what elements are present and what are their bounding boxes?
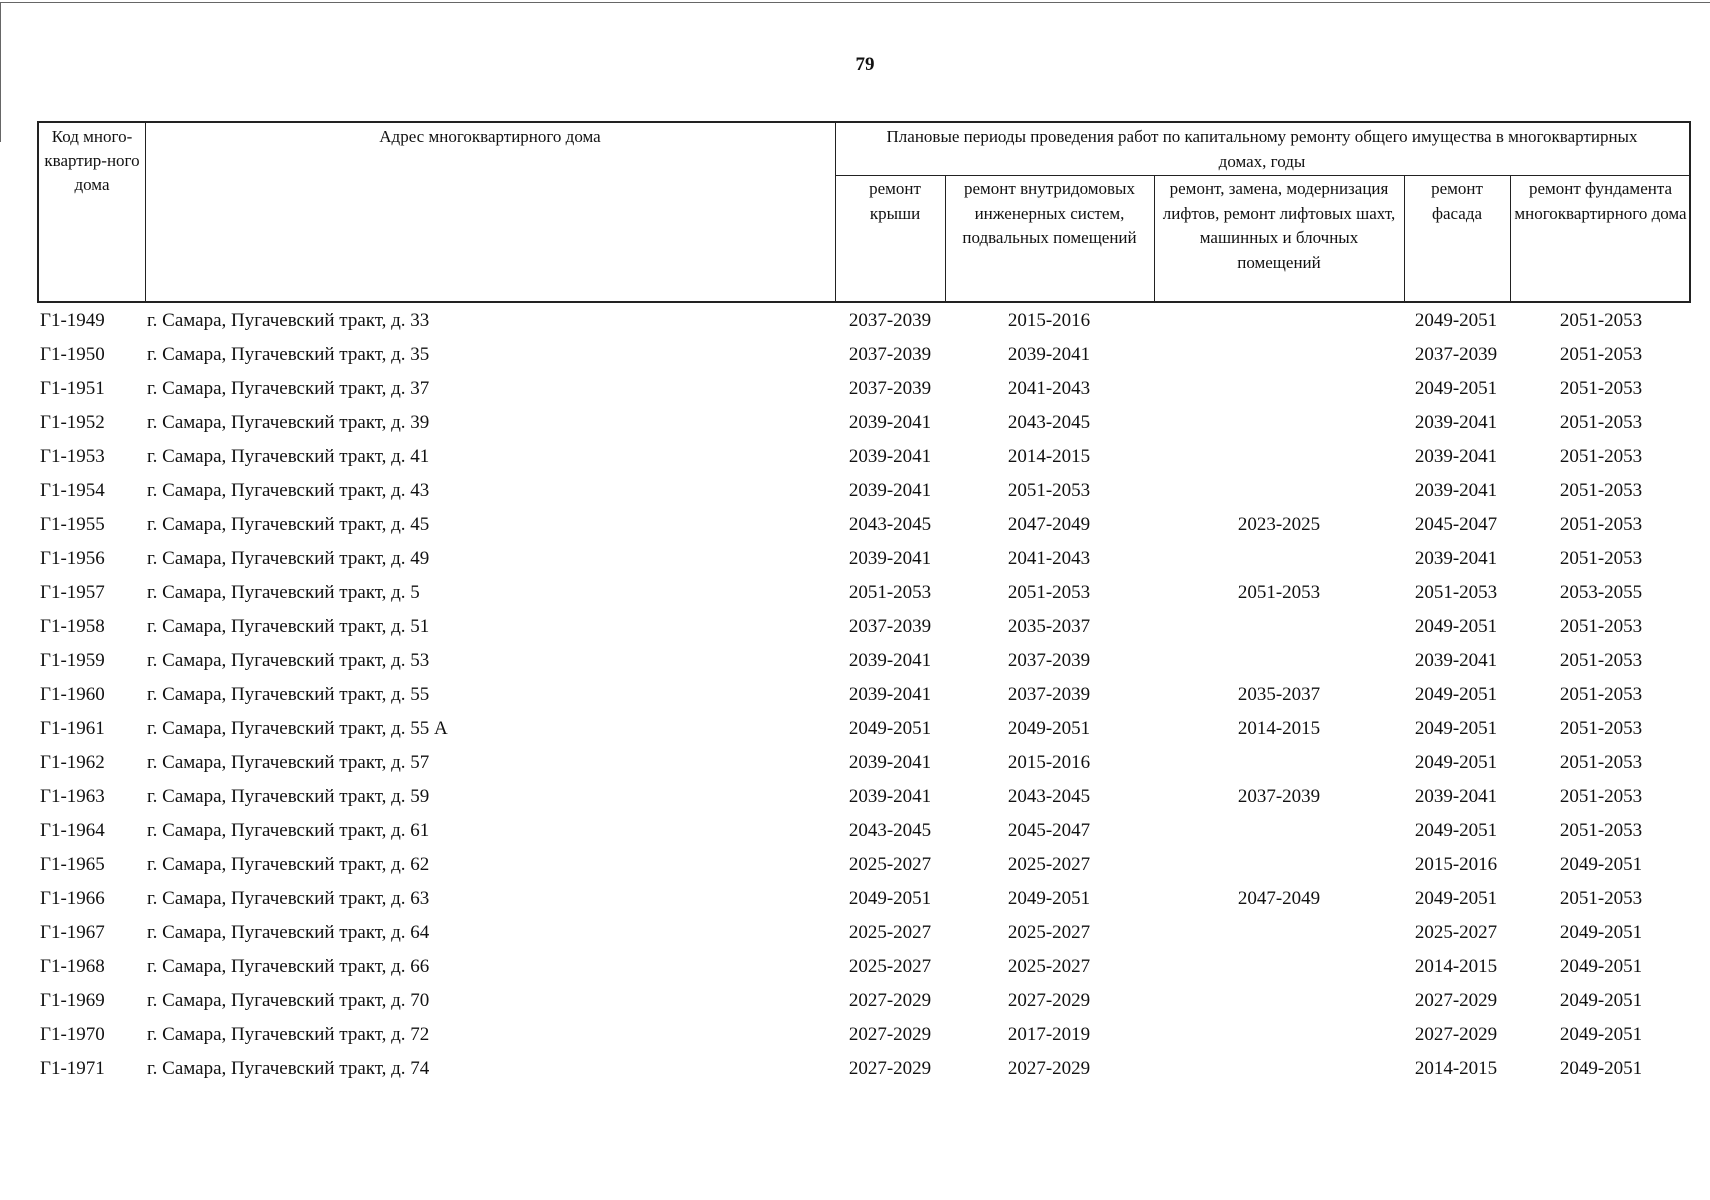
cell-foundation: 2051-2053 (1559, 514, 1643, 535)
header-address: Адрес многоквартирного дома (379, 127, 601, 146)
cell-foundation: 2049-2051 (1559, 922, 1643, 943)
cell-facade: 2049-2051 (1414, 820, 1498, 841)
table-row (0, 848, 1710, 882)
cell-code: Г1-1952 (40, 412, 105, 433)
cell-foundation: 2051-2053 (1559, 820, 1643, 841)
cell-code: Г1-1951 (40, 378, 105, 399)
cell-address: г. Самара, Пугачевский тракт, д. 33 (147, 310, 430, 331)
cell-address: г. Самара, Пугачевский тракт, д. 49 (147, 548, 430, 569)
cell-foundation: 2051-2053 (1559, 310, 1643, 331)
cell-address: г. Самара, Пугачевский тракт, д. 64 (147, 922, 430, 943)
table-row (0, 814, 1710, 848)
table-row (0, 304, 1710, 338)
cell-roof: 2039-2041 (848, 480, 932, 501)
cell-facade: 2049-2051 (1414, 684, 1498, 705)
cell-facade: 2045-2047 (1414, 514, 1498, 535)
cell-code: Г1-1968 (40, 956, 105, 977)
cell-facade: 2014-2015 (1414, 956, 1498, 977)
cell-lifts: 2047-2049 (1237, 888, 1321, 909)
cell-engineering: 2041-2043 (1007, 548, 1091, 569)
cell-roof: 2043-2045 (848, 820, 932, 841)
table-row (0, 406, 1710, 440)
cell-lifts: 2051-2053 (1237, 582, 1321, 603)
cell-foundation: 2053-2055 (1559, 582, 1643, 603)
cell-engineering: 2014-2015 (1007, 446, 1091, 467)
cell-engineering: 2015-2016 (1007, 310, 1091, 331)
cell-foundation: 2049-2051 (1559, 1024, 1643, 1045)
cell-address: г. Самара, Пугачевский тракт, д. 39 (147, 412, 430, 433)
cell-foundation: 2049-2051 (1559, 854, 1643, 875)
cell-code: Г1-1958 (40, 616, 105, 637)
cell-foundation: 2051-2053 (1559, 718, 1643, 739)
cell-code: Г1-1966 (40, 888, 105, 909)
cell-engineering: 2027-2029 (1007, 990, 1091, 1011)
cell-engineering: 2037-2039 (1007, 650, 1091, 671)
header-engineering: ремонт внутридомовых инженерных систем, подвальных помещений (962, 179, 1137, 247)
cell-roof: 2049-2051 (848, 888, 932, 909)
cell-foundation: 2051-2053 (1559, 752, 1643, 773)
cell-address: г. Самара, Пугачевский тракт, д. 62 (147, 854, 430, 875)
cell-facade: 2039-2041 (1414, 446, 1498, 467)
table-row (0, 542, 1710, 576)
cell-roof: 2037-2039 (848, 378, 932, 399)
cell-engineering: 2017-2019 (1007, 1024, 1091, 1045)
table-body (0, 304, 1710, 1086)
page-top-rule (0, 2, 1710, 3)
cell-address: г. Самара, Пугачевский тракт, д. 63 (147, 888, 430, 909)
cell-lifts: 2035-2037 (1237, 684, 1321, 705)
cell-engineering: 2045-2047 (1007, 820, 1091, 841)
cell-foundation: 2051-2053 (1559, 378, 1643, 399)
cell-engineering: 2043-2045 (1007, 786, 1091, 807)
cell-address: г. Самара, Пугачевский тракт, д. 55 А (147, 718, 448, 739)
cell-address: г. Самара, Пугачевский тракт, д. 70 (147, 990, 430, 1011)
cell-foundation: 2051-2053 (1559, 480, 1643, 501)
cell-lifts: 2014-2015 (1237, 718, 1321, 739)
header-foundation: ремонт фундамента многоквартирного дома (1514, 179, 1687, 223)
cell-lifts: 2037-2039 (1237, 786, 1321, 807)
table-row (0, 372, 1710, 406)
cell-roof: 2039-2041 (848, 684, 932, 705)
cell-facade: 2039-2041 (1414, 412, 1498, 433)
cell-roof: 2043-2045 (848, 514, 932, 535)
table-row (0, 508, 1710, 542)
cell-code: Г1-1961 (40, 718, 105, 739)
cell-engineering: 2041-2043 (1007, 378, 1091, 399)
table-row (0, 984, 1710, 1018)
cell-facade: 2049-2051 (1414, 616, 1498, 637)
cell-address: г. Самара, Пугачевский тракт, д. 61 (147, 820, 430, 841)
cell-address: г. Самара, Пугачевский тракт, д. 57 (147, 752, 430, 773)
cell-address: г. Самара, Пугачевский тракт, д. 43 (147, 480, 430, 501)
table-row (0, 610, 1710, 644)
cell-engineering: 2025-2027 (1007, 854, 1091, 875)
cell-code: Г1-1970 (40, 1024, 105, 1045)
cell-roof: 2039-2041 (848, 548, 932, 569)
cell-roof: 2037-2039 (848, 344, 932, 365)
cell-facade: 2049-2051 (1414, 888, 1498, 909)
cell-foundation: 2049-2051 (1559, 1058, 1643, 1079)
cell-code: Г1-1955 (40, 514, 105, 535)
cell-roof: 2027-2029 (848, 990, 932, 1011)
cell-address: г. Самара, Пугачевский тракт, д. 51 (147, 616, 430, 637)
cell-roof: 2025-2027 (848, 922, 932, 943)
cell-facade: 2051-2053 (1414, 582, 1498, 603)
header-lifts: ремонт, замена, модернизация лифтов, ремонт лифтовых шахт, машинных и блочных помещений (1162, 179, 1396, 272)
cell-facade: 2025-2027 (1414, 922, 1498, 943)
header-planned-periods: Плановые периоды проведения работ по капитальному ремонту общего имущества в многоквартирных домах, годы (886, 127, 1638, 171)
cell-roof: 2039-2041 (848, 752, 932, 773)
cell-address: г. Самара, Пугачевский тракт, д. 55 (147, 684, 430, 705)
table-row (0, 338, 1710, 372)
cell-roof: 2025-2027 (848, 854, 932, 875)
page-number: 79 (855, 54, 875, 75)
cell-foundation: 2051-2053 (1559, 446, 1643, 467)
cell-engineering: 2051-2053 (1007, 480, 1091, 501)
cell-engineering: 2039-2041 (1007, 344, 1091, 365)
cell-engineering: 2027-2029 (1007, 1058, 1091, 1079)
cell-facade: 2014-2015 (1414, 1058, 1498, 1079)
cell-roof: 2027-2029 (848, 1058, 932, 1079)
cell-code: Г1-1953 (40, 446, 105, 467)
cell-facade: 2039-2041 (1414, 548, 1498, 569)
cell-roof: 2039-2041 (848, 786, 932, 807)
cell-roof: 2025-2027 (848, 956, 932, 977)
cell-facade: 2049-2051 (1414, 310, 1498, 331)
cell-engineering: 2049-2051 (1007, 718, 1091, 739)
table-row (0, 780, 1710, 814)
table-row (0, 1052, 1710, 1086)
table-row (0, 474, 1710, 508)
cell-engineering: 2035-2037 (1007, 616, 1091, 637)
cell-address: г. Самара, Пугачевский тракт, д. 45 (147, 514, 430, 535)
cell-roof: 2037-2039 (848, 616, 932, 637)
cell-code: Г1-1971 (40, 1058, 105, 1079)
cell-address: г. Самара, Пугачевский тракт, д. 35 (147, 344, 430, 365)
cell-foundation: 2049-2051 (1559, 990, 1643, 1011)
cell-address: г. Самара, Пугачевский тракт, д. 41 (147, 446, 430, 467)
cell-code: Г1-1950 (40, 344, 105, 365)
cell-facade: 2039-2041 (1414, 480, 1498, 501)
cell-roof: 2027-2029 (848, 1024, 932, 1045)
cell-engineering: 2043-2045 (1007, 412, 1091, 433)
cell-foundation: 2051-2053 (1559, 650, 1643, 671)
cell-facade: 2049-2051 (1414, 752, 1498, 773)
header-roof: ремонт крыши (869, 179, 921, 223)
table-row (0, 576, 1710, 610)
cell-address: г. Самара, Пугачевский тракт, д. 5 (147, 582, 420, 603)
cell-engineering: 2025-2027 (1007, 922, 1091, 943)
table-row (0, 882, 1710, 916)
table-row (0, 440, 1710, 474)
table-row (0, 678, 1710, 712)
cell-facade: 2037-2039 (1414, 344, 1498, 365)
cell-roof: 2039-2041 (848, 446, 932, 467)
cell-code: Г1-1969 (40, 990, 105, 1011)
cell-facade: 2015-2016 (1414, 854, 1498, 875)
cell-engineering: 2015-2016 (1007, 752, 1091, 773)
cell-engineering: 2049-2051 (1007, 888, 1091, 909)
cell-roof: 2049-2051 (848, 718, 932, 739)
cell-address: г. Самара, Пугачевский тракт, д. 74 (147, 1058, 430, 1079)
cell-engineering: 2025-2027 (1007, 956, 1091, 977)
cell-address: г. Самара, Пугачевский тракт, д. 37 (147, 378, 430, 399)
cell-code: Г1-1962 (40, 752, 105, 773)
table-row (0, 950, 1710, 984)
table-row (0, 712, 1710, 746)
header-code: Код много-квартир-ного дома (44, 127, 140, 194)
cell-foundation: 2051-2053 (1559, 616, 1643, 637)
cell-code: Г1-1949 (40, 310, 105, 331)
cell-foundation: 2051-2053 (1559, 684, 1643, 705)
cell-code: Г1-1954 (40, 480, 105, 501)
cell-address: г. Самара, Пугачевский тракт, д. 53 (147, 650, 430, 671)
cell-lifts: 2023-2025 (1237, 514, 1321, 535)
cell-facade: 2039-2041 (1414, 786, 1498, 807)
table-row (0, 644, 1710, 678)
cell-code: Г1-1959 (40, 650, 105, 671)
cell-code: Г1-1957 (40, 582, 105, 603)
cell-address: г. Самара, Пугачевский тракт, д. 72 (147, 1024, 430, 1045)
cell-code: Г1-1963 (40, 786, 105, 807)
cell-engineering: 2047-2049 (1007, 514, 1091, 535)
cell-foundation: 2049-2051 (1559, 956, 1643, 977)
cell-code: Г1-1956 (40, 548, 105, 569)
table-row (0, 1018, 1710, 1052)
cell-foundation: 2051-2053 (1559, 888, 1643, 909)
cell-roof: 2051-2053 (848, 582, 932, 603)
table-row (0, 916, 1710, 950)
header-facade: ремонт фасада (1431, 179, 1483, 223)
cell-code: Г1-1964 (40, 820, 105, 841)
cell-engineering: 2037-2039 (1007, 684, 1091, 705)
cell-address: г. Самара, Пугачевский тракт, д. 66 (147, 956, 430, 977)
cell-roof: 2039-2041 (848, 650, 932, 671)
cell-facade: 2049-2051 (1414, 378, 1498, 399)
cell-foundation: 2051-2053 (1559, 344, 1643, 365)
cell-facade: 2027-2029 (1414, 1024, 1498, 1045)
table-row (0, 746, 1710, 780)
cell-code: Г1-1965 (40, 854, 105, 875)
cell-engineering: 2051-2053 (1007, 582, 1091, 603)
header-divider (835, 175, 1689, 176)
table-header (37, 121, 1691, 303)
cell-facade: 2027-2029 (1414, 990, 1498, 1011)
cell-address: г. Самара, Пугачевский тракт, д. 59 (147, 786, 430, 807)
cell-roof: 2039-2041 (848, 412, 932, 433)
cell-facade: 2049-2051 (1414, 718, 1498, 739)
cell-code: Г1-1967 (40, 922, 105, 943)
cell-foundation: 2051-2053 (1559, 412, 1643, 433)
cell-code: Г1-1960 (40, 684, 105, 705)
cell-roof: 2037-2039 (848, 310, 932, 331)
cell-foundation: 2051-2053 (1559, 548, 1643, 569)
header-divider (145, 123, 146, 301)
cell-foundation: 2051-2053 (1559, 786, 1643, 807)
cell-facade: 2039-2041 (1414, 650, 1498, 671)
